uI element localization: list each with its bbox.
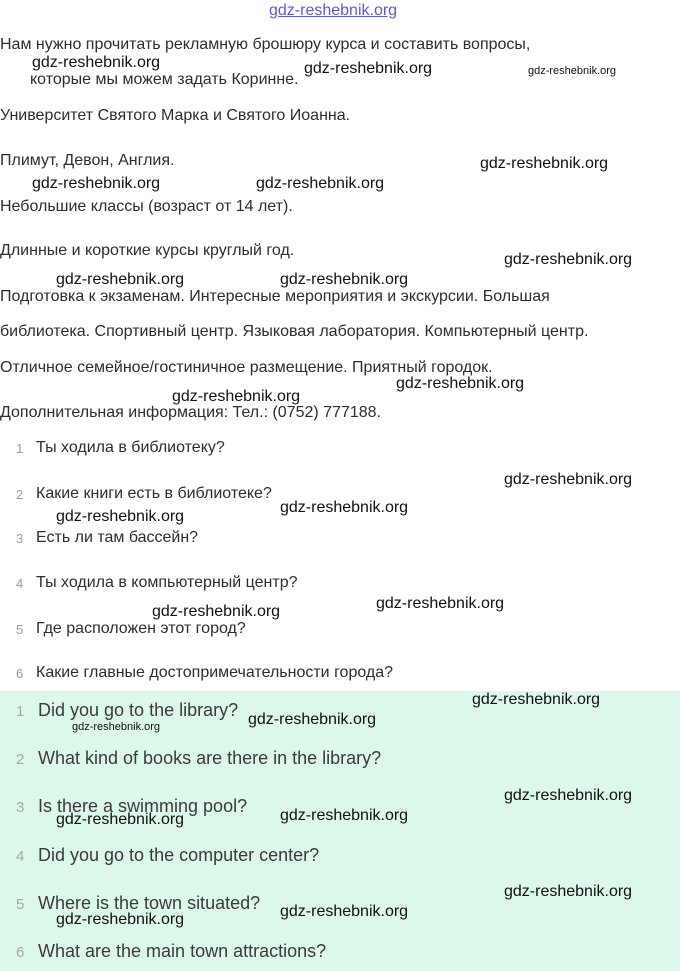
task-intro-line-2: которые мы можем задать Коринне. [30,71,299,88]
watermark: gdz-reshebnik.org [56,811,185,828]
watermark: gdz-reshebnik.org [504,883,633,900]
brochure-line: Дополнительная информация: Тел.: (0752) 777188. [0,404,381,421]
question-text: Ты ходила в компьютерный центр? [36,574,298,591]
brochure-line: Длинные и короткие курсы круглый год. [0,242,295,259]
question-text: Где расположен этот город? [36,620,246,637]
answer-number: 3 [16,799,25,816]
answer-number: 2 [16,751,25,768]
watermark: gdz-reshebnik.org [56,911,185,928]
answer-number: 6 [16,944,25,961]
watermark: gdz-reshebnik.org [256,175,385,192]
answer-text: Did you go to the computer center? [38,845,320,865]
answer-text: Where is the town situated? [38,893,261,913]
brochure-line: библиотека. Спортивный центр. Языковая лаборатория. Компьютерный центр. [0,323,589,340]
header-watermark-link[interactable]: gdz-reshebnik.org [269,2,398,19]
answer-number: 4 [16,848,25,865]
question-number: 6 [16,666,24,681]
watermark: gdz-reshebnik.org [504,251,633,268]
watermark: gdz-reshebnik.org [172,388,301,405]
question-text: Есть ли там бассейн? [36,529,199,546]
brochure-line: Подготовка к экзаменам. Интересные мероприятия и экскурсии. Большая [0,288,550,305]
answer-number: 5 [16,896,25,913]
answer-text: Did you go to the library? [38,700,239,720]
answer-number: 1 [16,703,25,720]
question-number: 2 [16,487,24,502]
watermark: gdz-reshebnik.org [32,54,161,71]
question-text: Ты ходила в библиотеку? [36,439,225,456]
watermark: gdz-reshebnik.org [504,471,633,488]
task-intro-line-1: Нам нужно прочитать рекламную брошюру курса и составить вопросы, [0,36,531,53]
watermark: gdz-reshebnik.org [72,721,161,733]
question-number: 3 [16,531,24,546]
watermark: gdz-reshebnik.org [152,603,281,620]
answer-text: What kind of books are there in the library? [38,748,382,768]
question-text: Какие книги есть в библиотеке? [36,485,272,502]
watermark: gdz-reshebnik.org [396,375,525,392]
brochure-line: Плимут, Девон, Англия. [0,152,175,169]
brochure-line: Небольшие классы (возраст от 14 лет). [0,198,293,215]
watermark: gdz-reshebnik.org [56,508,185,525]
watermark: gdz-reshebnik.org [376,595,505,612]
brochure-line: Университет Святого Марка и Святого Иоанна. [0,107,351,124]
watermark: gdz-reshebnik.org [280,903,409,920]
watermark: gdz-reshebnik.org [528,65,617,77]
answer-text: Is there a swimming pool? [38,796,248,816]
watermark: gdz-reshebnik.org [280,499,409,516]
answer-text: What are the main town attractions? [38,941,327,961]
watermark: gdz-reshebnik.org [504,787,633,804]
watermark: gdz-reshebnik.org [248,711,377,728]
watermark: gdz-reshebnik.org [472,691,601,708]
watermark: gdz-reshebnik.org [480,155,609,172]
watermark: gdz-reshebnik.org [304,60,433,77]
question-text: Какие главные достопримечательности города? [36,664,394,681]
watermark: gdz-reshebnik.org [280,807,409,824]
brochure-line: Отличное семейное/гостиничное размещение. Приятный городок. [0,359,493,376]
watermark: gdz-reshebnik.org [56,271,185,288]
watermark: gdz-reshebnik.org [32,175,161,192]
question-number: 4 [16,576,24,591]
question-number: 5 [16,622,24,637]
question-number: 1 [16,441,24,456]
answers-panel [0,691,680,971]
watermark: gdz-reshebnik.org [280,271,409,288]
